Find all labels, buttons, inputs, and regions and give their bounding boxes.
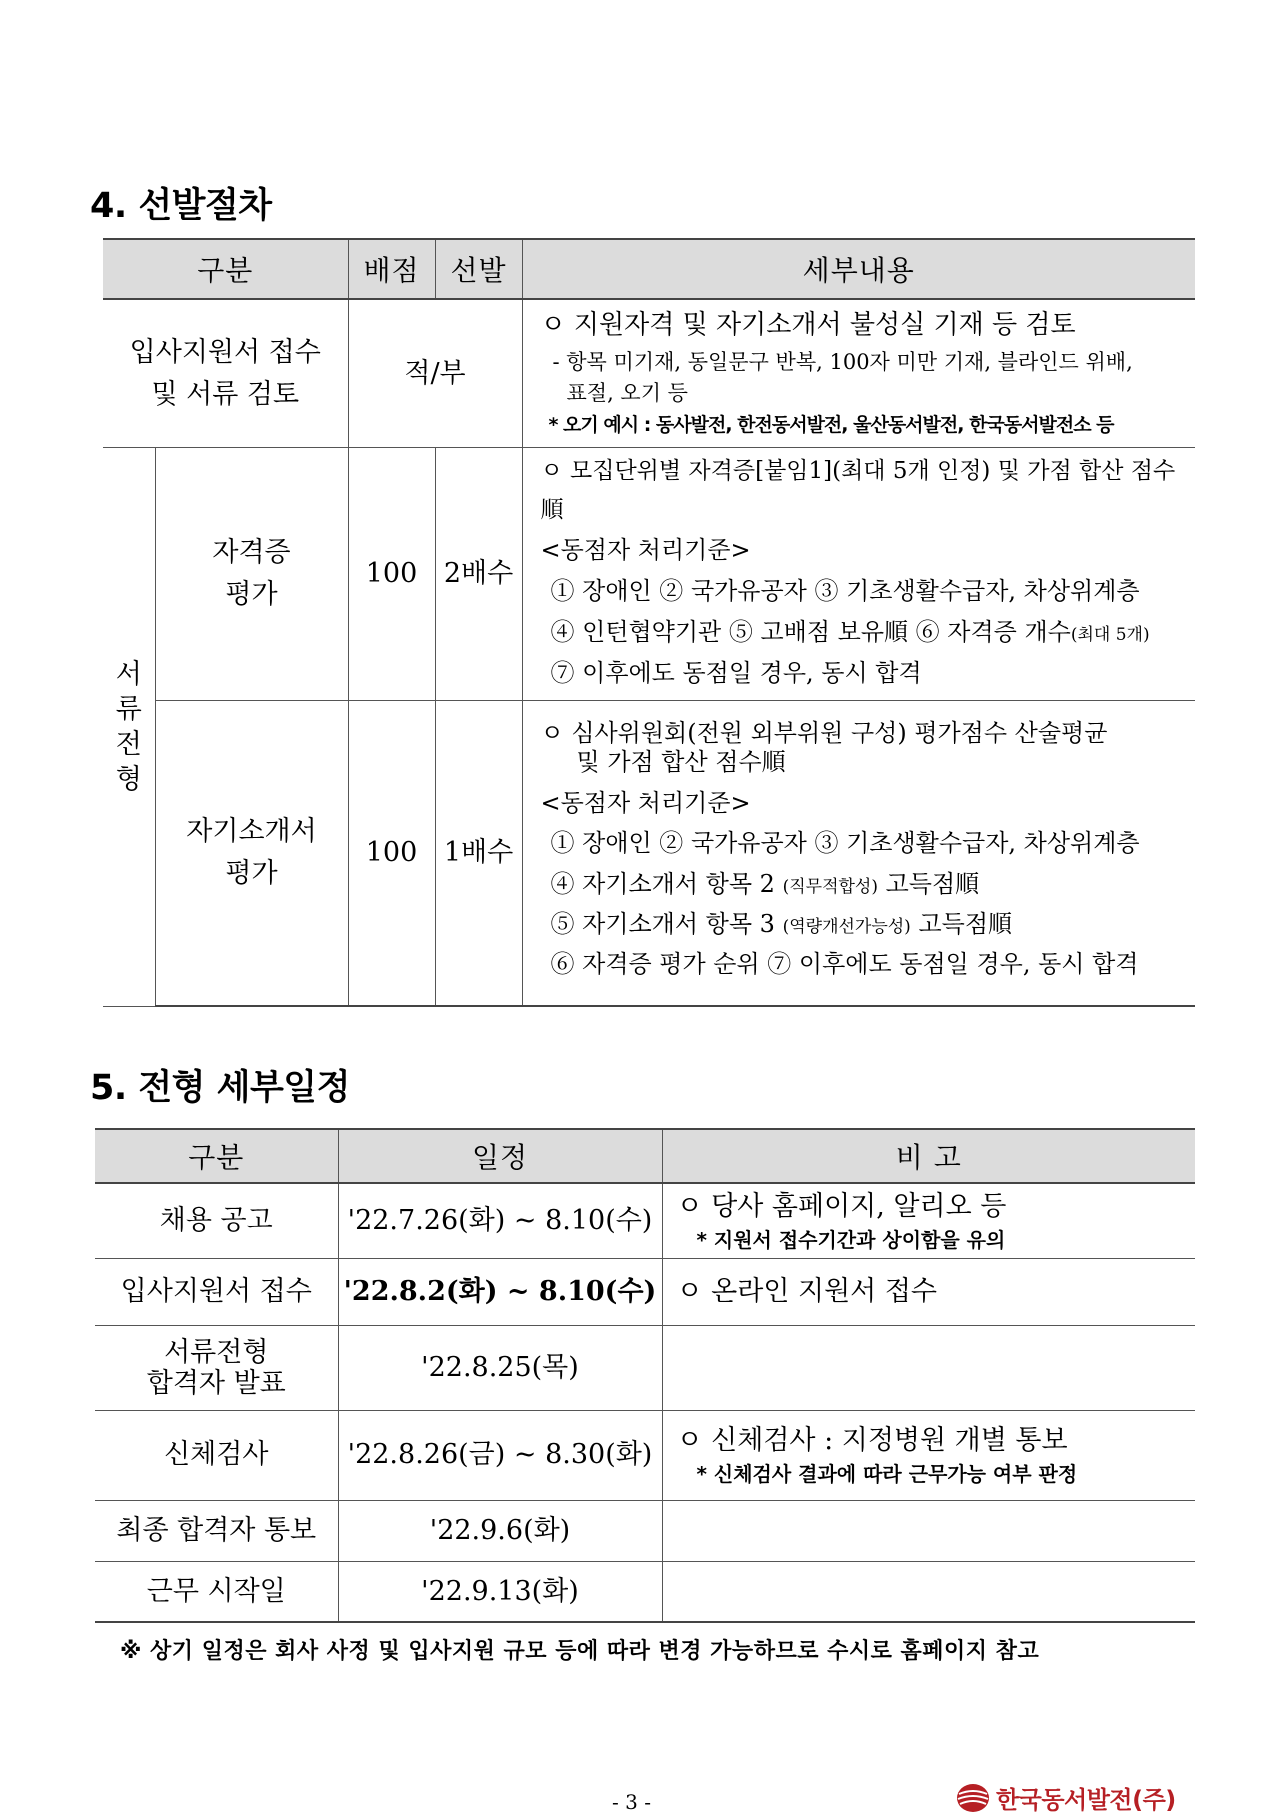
row-name: 입사지원서 접수 bbox=[95, 1258, 338, 1325]
tiebreak-note: (역량개선가능성) bbox=[782, 916, 911, 937]
table-row bbox=[95, 1258, 1195, 1325]
header-select: 선발 bbox=[435, 239, 522, 299]
name-line: 서류전형 bbox=[164, 1336, 269, 1368]
table-row bbox=[103, 299, 1195, 448]
tiebreak-item bbox=[541, 612, 1186, 653]
table-row bbox=[95, 1561, 1195, 1622]
tiebreak-item: ⑦ 이후에도 동점일 경우, 동시 합격 bbox=[550, 658, 922, 687]
table-header-row bbox=[103, 239, 1195, 299]
section-5-title: 5. 전형 세부일정 bbox=[90, 1068, 350, 1108]
row-select: 1배수 bbox=[435, 700, 522, 1006]
header-remark: 비 고 bbox=[662, 1129, 1195, 1183]
tiebreak-item: ⑥ 자격증 평가 순위 ⑦ 이후에도 동점일 경우, 동시 합격 bbox=[550, 950, 1139, 979]
row-remark bbox=[662, 1561, 1195, 1622]
name-line: 합격자 발표 bbox=[146, 1367, 286, 1399]
row-remark bbox=[662, 1325, 1195, 1410]
detail-note: * 오기 예시 : 동사발전, 한전동서발전, 울산동서발전, 한국동서발전소 등 bbox=[548, 413, 1114, 436]
schedule-table bbox=[95, 1128, 1195, 1623]
category-line: 입사지원서 접수 bbox=[129, 336, 321, 368]
table-header-row bbox=[95, 1129, 1195, 1183]
row-date: '22.9.13(화) bbox=[338, 1561, 662, 1622]
header-category: 구분 bbox=[95, 1129, 338, 1183]
row-remark bbox=[662, 1500, 1195, 1561]
group-label-char: 전 bbox=[115, 728, 142, 760]
tiebreak-text: ⑤ 자기소개서 항목 3 bbox=[550, 909, 775, 938]
row-score: 100 bbox=[348, 448, 435, 700]
row-detail bbox=[522, 299, 1195, 448]
remark-text: ㅇ 당사 홈페이지, 알리오 등 bbox=[676, 1191, 1007, 1222]
tiebreak-text: 고득점順 bbox=[918, 909, 1013, 938]
detail-sub: - 항목 미기재, 동일문구 반복, 100자 미만 기재, 블라인드 위배, bbox=[552, 349, 1133, 374]
row-score: 100 bbox=[348, 700, 435, 1006]
remark-text: ㅇ 신체검사 : 지정병원 개별 통보 bbox=[676, 1425, 1068, 1457]
header-score: 배점 bbox=[348, 239, 435, 299]
table-row bbox=[95, 1325, 1195, 1410]
row-name: 신체검사 bbox=[95, 1410, 338, 1500]
row-name bbox=[95, 1325, 338, 1410]
tiebreak-item bbox=[541, 864, 1186, 904]
tiebreak-item bbox=[541, 904, 1186, 944]
row-category bbox=[155, 700, 348, 1006]
row-date: '22.9.6(화) bbox=[338, 1500, 662, 1561]
row-category bbox=[155, 448, 348, 700]
tiebreak-note: (직무적합성) bbox=[782, 876, 878, 897]
tiebreak-text: ④ 인턴협약기관 ⑤ 고배점 보유順 ⑥ 자격증 개수 bbox=[550, 618, 1071, 647]
category-line: 평가 bbox=[225, 578, 278, 610]
detail-main: ㅇ 지원자격 및 자기소개서 불성실 기재 등 검토 bbox=[540, 310, 1076, 340]
row-date: '22.7.26(화) ~ 8.10(수) bbox=[338, 1183, 662, 1258]
row-select: 2배수 bbox=[435, 448, 522, 700]
table-row bbox=[103, 448, 1195, 700]
category-line: 평가 bbox=[225, 857, 278, 889]
tiebreak-note: (최대 5개) bbox=[1070, 625, 1150, 646]
schedule-footnote: ※ 상기 일정은 회사 사정 및 입사지원 규모 등에 따라 변경 가능하므로 수시로 홈페이지 참고 bbox=[120, 1639, 1040, 1664]
row-date: '22.8.2(화) ~ 8.10(수) bbox=[338, 1258, 662, 1325]
company-logo-icon bbox=[956, 1783, 990, 1813]
category-line: 자기소개서 bbox=[186, 816, 317, 848]
header-category: 구분 bbox=[103, 239, 348, 299]
group-label-char: 형 bbox=[115, 764, 142, 796]
group-label-char: 서 bbox=[115, 658, 142, 690]
row-date: '22.8.26(금) ~ 8.30(화) bbox=[338, 1410, 662, 1500]
row-name: 최종 합격자 통보 bbox=[95, 1500, 338, 1561]
header-date: 일정 bbox=[338, 1129, 662, 1183]
category-line: 자격증 bbox=[212, 537, 291, 569]
row-remark: ㅇ 온라인 지원서 접수 bbox=[662, 1258, 1195, 1325]
detail-main: ㅇ 모집단위별 자격증[붙임1](최대 5개 인정) 및 가점 합산 점수順 bbox=[540, 458, 1176, 524]
selection-procedure-table bbox=[103, 238, 1195, 1007]
table-row bbox=[95, 1500, 1195, 1561]
row-name: 근무 시작일 bbox=[95, 1561, 338, 1622]
category-line: 및 서류 검토 bbox=[151, 378, 300, 410]
table-row bbox=[103, 700, 1195, 1006]
row-remark bbox=[662, 1183, 1195, 1258]
remark-note: * 지원서 접수기간과 상이함을 유의 bbox=[696, 1227, 1006, 1252]
group-label-char: 류 bbox=[115, 693, 142, 725]
detail-main: 및 가점 합산 점수順 bbox=[576, 748, 786, 777]
group-label-document-screening bbox=[103, 448, 155, 1006]
row-score: 적/부 bbox=[348, 299, 522, 448]
tiebreak-item: ① 장애인 ② 국가유공자 ③ 기초생활수급자, 차상위계층 bbox=[550, 829, 1140, 858]
row-remark bbox=[662, 1410, 1195, 1500]
detail-main: ㅇ 심사위원회(전원 외부위원 구성) 평가점수 산술평균 bbox=[540, 719, 1108, 748]
row-category bbox=[103, 299, 348, 448]
tiebreak-title: <동점자 처리기준> bbox=[540, 788, 751, 817]
remark-note: * 신체검사 결과에 따라 근무가능 여부 판정 bbox=[696, 1462, 1078, 1487]
row-detail bbox=[522, 448, 1195, 700]
table-row bbox=[95, 1410, 1195, 1500]
tiebreak-text: 고득점順 bbox=[885, 869, 980, 898]
header-detail: 세부내용 bbox=[522, 239, 1195, 299]
tiebreak-title: <동점자 처리기준> bbox=[540, 536, 751, 565]
table-row bbox=[95, 1183, 1195, 1258]
page-number: - 3 - bbox=[612, 1790, 651, 1814]
section-4-title: 4. 선발절차 bbox=[90, 186, 272, 226]
detail-sub: 표절, 오기 등 bbox=[566, 381, 688, 406]
company-logo bbox=[956, 1780, 1176, 1815]
row-date: '22.8.25(목) bbox=[338, 1325, 662, 1410]
tiebreak-text: ④ 자기소개서 항목 2 bbox=[550, 869, 775, 898]
company-logo-text: 한국동서발전(주) bbox=[996, 1786, 1176, 1814]
row-detail bbox=[522, 700, 1195, 1006]
row-name: 채용 공고 bbox=[95, 1183, 338, 1258]
tiebreak-item: ① 장애인 ② 국가유공자 ③ 기초생활수급자, 차상위계층 bbox=[550, 577, 1140, 606]
